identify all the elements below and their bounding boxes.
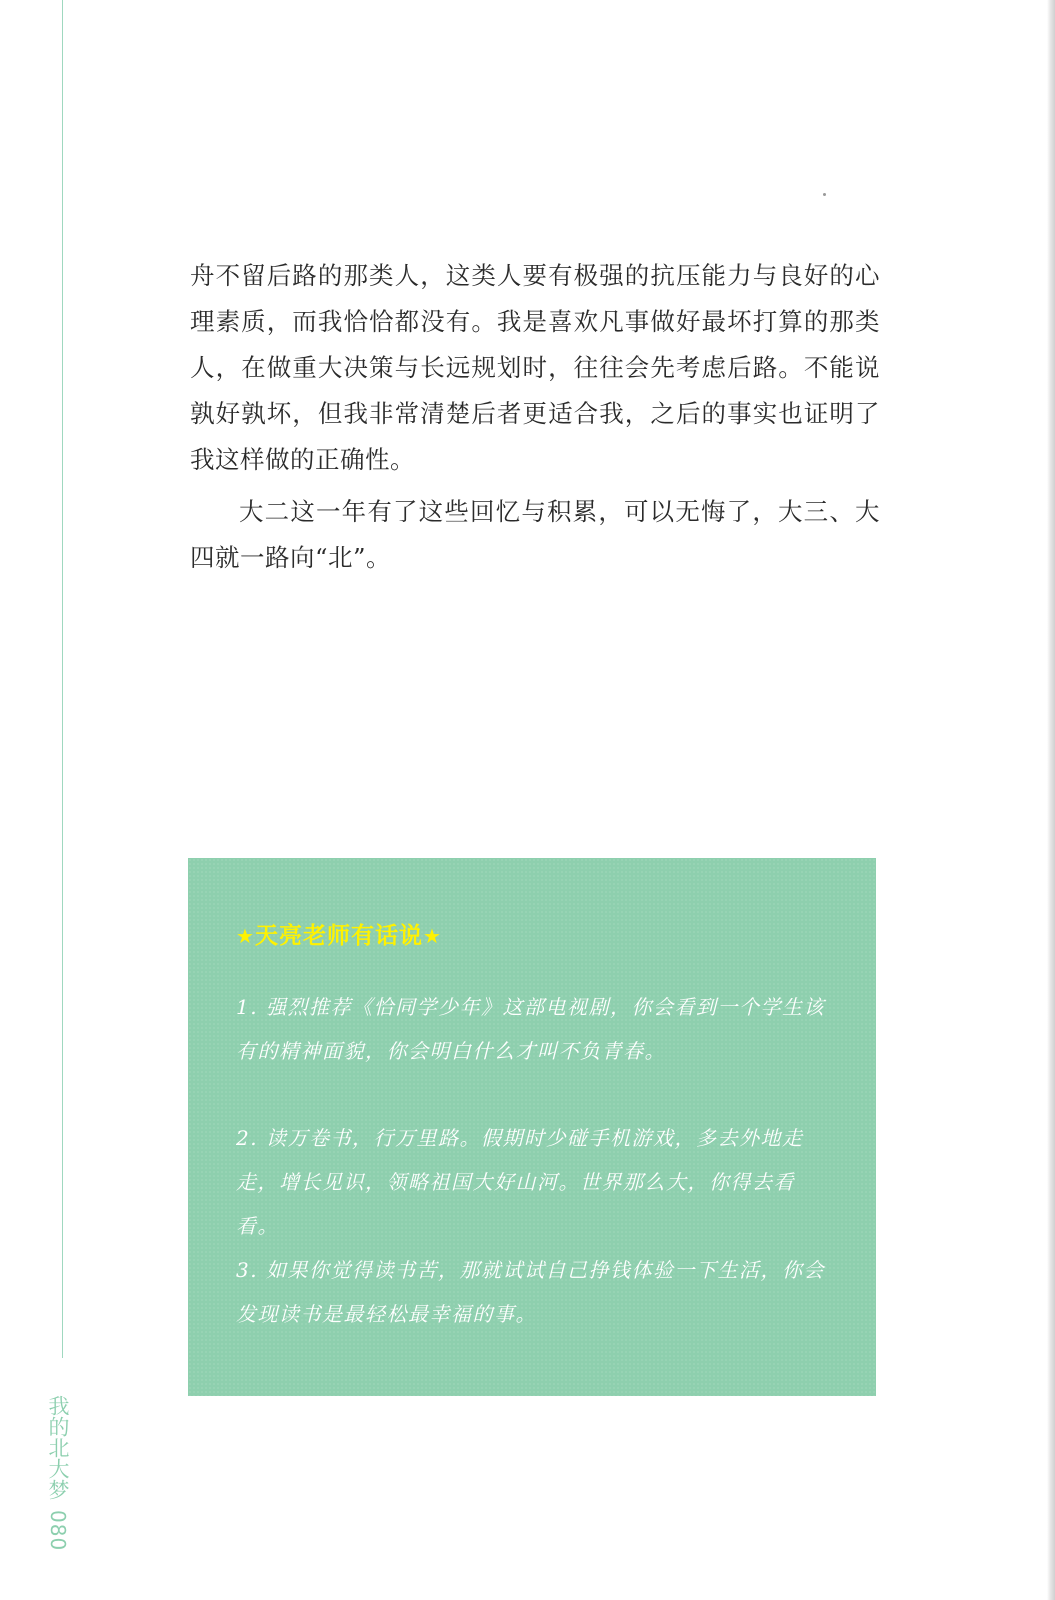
star-icon: ★ <box>236 924 255 948</box>
side-footer <box>43 1395 75 1551</box>
teacher-note-box <box>188 858 876 1396</box>
book-title: 我的北大梦 <box>46 1395 70 1500</box>
scan-speck <box>823 193 826 196</box>
note-item: 2. 读万卷书，行万里路。假期时少碰手机游戏，多去外地走走，增长见识，领略祖国大好山河。世界那么大，你得去看看。 <box>236 1126 804 1238</box>
star-icon: ★ <box>422 924 442 948</box>
body-paragraph-2: 大二这一年有了这些回忆与积累，可以无悔了，大三、大四就一路向“北”。 <box>190 497 880 572</box>
note-item: 1. 强烈推荐《恰同学少年》这部电视剧，你会看到一个学生该有的精神面貌，你会明白什么才叫不负青春。 <box>236 995 825 1063</box>
body-text <box>190 253 880 587</box>
body-paragraph-1: 舟不留后路的那类人，这类人要有极强的抗压能力与良好的心理素质，而我恰恰都没有。我是喜欢凡事做好最坏打算的那类人，在做重大决策与长远规划时，往往会先考虑后路。不能说孰好孰坏，但我非常清楚后者更适合我，之后的事实也证明了我这样做的正确性。 <box>190 261 880 474</box>
page-number: 080 <box>46 1510 70 1552</box>
page-edge-shadow <box>1047 0 1055 1600</box>
note-title <box>236 917 442 950</box>
note-item: 3. 如果你觉得读书苦，那就试试自己挣钱体验一下生活，你会发现读书是最轻松最幸福的事。 <box>236 1258 825 1326</box>
margin-rule <box>62 0 63 1358</box>
note-title-text: 天亮老师有话说 <box>254 923 423 949</box>
